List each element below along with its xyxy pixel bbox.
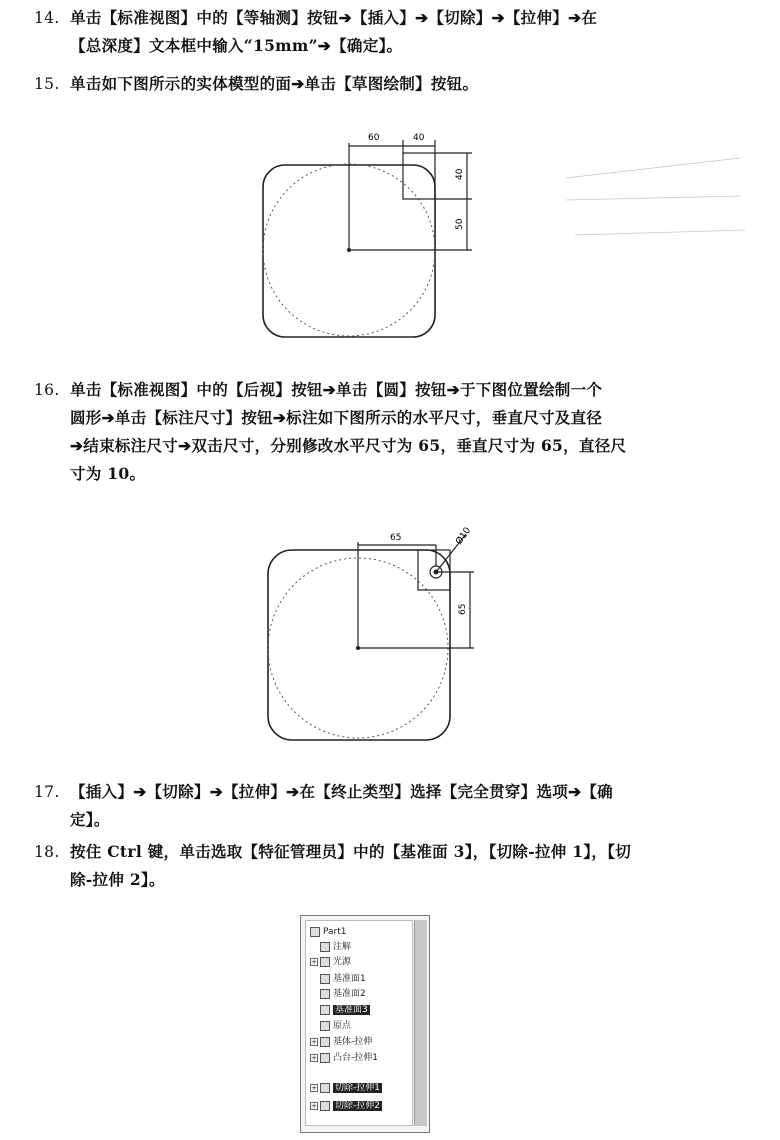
tree-item-cut-extrude2[interactable]: + 切除-拉伸2 bbox=[311, 1101, 380, 1111]
dim-vertical-label: 65 bbox=[458, 603, 468, 615]
extrude-icon bbox=[320, 1053, 330, 1063]
step-text: 单击如下图所示的实体模型的面➔单击【草图绘制】按钮。 bbox=[70, 74, 479, 93]
solid-face-outline bbox=[268, 550, 450, 740]
tree-item-annotations[interactable]: 注解 bbox=[320, 940, 351, 954]
plane-icon bbox=[320, 1005, 330, 1015]
step-text: 除-拉伸 2】。 bbox=[70, 870, 165, 889]
lighting-icon bbox=[320, 957, 330, 967]
expand-icon[interactable]: + bbox=[311, 1101, 317, 1110]
expand-icon[interactable]: + bbox=[311, 957, 317, 966]
origin-icon bbox=[320, 1021, 330, 1031]
annotation-icon bbox=[320, 942, 330, 952]
step-text: ➔结束标注尺寸➔双击尺寸，分别修改水平尺寸为 65，垂直尺寸为 65，直径尺 bbox=[70, 436, 627, 455]
tree-item-boss-extrude1[interactable]: + 凸台-拉伸1 bbox=[311, 1053, 378, 1063]
step-number: 17. bbox=[34, 783, 60, 801]
step-number: 18. bbox=[34, 843, 60, 861]
corner-cutout bbox=[418, 550, 450, 590]
step-text: 按住 Ctrl 键，单击选取【特征管理员】中的【基准面 3】，【切除-拉伸 1】，【切 bbox=[70, 842, 632, 861]
part-icon bbox=[310, 927, 320, 937]
tree-item-lighting[interactable]: + 光源 bbox=[311, 957, 352, 967]
step-number: 15. bbox=[34, 75, 60, 93]
tree-scrollbar[interactable] bbox=[414, 920, 427, 1126]
dim-height-label: 40 bbox=[455, 168, 465, 180]
dim-horizontal-label: 65 bbox=[390, 533, 402, 543]
expand-icon[interactable]: + bbox=[311, 1037, 317, 1046]
step-text: 定】。 bbox=[70, 810, 110, 829]
tree-item-cut-extrude1[interactable]: + 切除-拉伸1 bbox=[311, 1083, 380, 1093]
expand-icon[interactable]: + bbox=[311, 1053, 317, 1062]
tree-root-part1[interactable]: Part1 bbox=[310, 925, 347, 939]
tree-panel bbox=[305, 920, 413, 1126]
dim-width-label: 40 bbox=[413, 133, 425, 143]
cut-icon bbox=[320, 1083, 330, 1093]
step-text: 单击【标准视图】中的【后视】按钮➔单击【圆】按钮➔于下图位置绘制一个 bbox=[70, 380, 603, 399]
step-text: 【总深度】文本框中输入“15mm”➔【确定】。 bbox=[70, 36, 403, 55]
dim-horizontal-label: 60 bbox=[368, 133, 380, 143]
expand-icon[interactable]: + bbox=[311, 1083, 317, 1092]
plane-icon bbox=[320, 989, 330, 999]
tree-item-plane1[interactable]: 基准面1 bbox=[320, 972, 366, 986]
cut-icon bbox=[320, 1101, 330, 1111]
step-17 bbox=[34, 778, 750, 834]
tree-item-plane3[interactable]: 基准面3 bbox=[320, 1003, 370, 1017]
step-16 bbox=[34, 376, 750, 488]
tree-item-base-extrude[interactable]: + 基体-拉伸 bbox=[311, 1037, 373, 1047]
step-number: 14. bbox=[34, 9, 60, 27]
dim-vertical-label: 50 bbox=[455, 218, 465, 230]
step-number: 16. bbox=[34, 381, 60, 399]
step-text: 【插入】➔【切除】➔【拉伸】➔在【终止类型】选择【完全贯穿】选项➔【确 bbox=[70, 782, 613, 801]
step-18 bbox=[34, 838, 750, 894]
step-text: 单击【标准视图】中的【等轴测】按钮➔【插入】➔【切除】➔【拉伸】➔在 bbox=[70, 8, 598, 27]
step-text: 圆形➔单击【标注尺寸】按钮➔标注如下图所示的水平尺寸，垂直尺寸及直径 bbox=[70, 408, 603, 427]
feature-manager-tree bbox=[300, 915, 430, 1133]
tree-item-origin[interactable]: 原点 bbox=[320, 1019, 351, 1033]
tree-item-plane2[interactable]: 基准面2 bbox=[320, 987, 366, 1001]
step-text: 寸为 10。 bbox=[70, 464, 146, 483]
plane-icon bbox=[320, 974, 330, 984]
extrude-icon bbox=[320, 1037, 330, 1047]
square-sketch bbox=[403, 153, 435, 199]
dim-diameter-label: Ø10 bbox=[454, 525, 474, 547]
